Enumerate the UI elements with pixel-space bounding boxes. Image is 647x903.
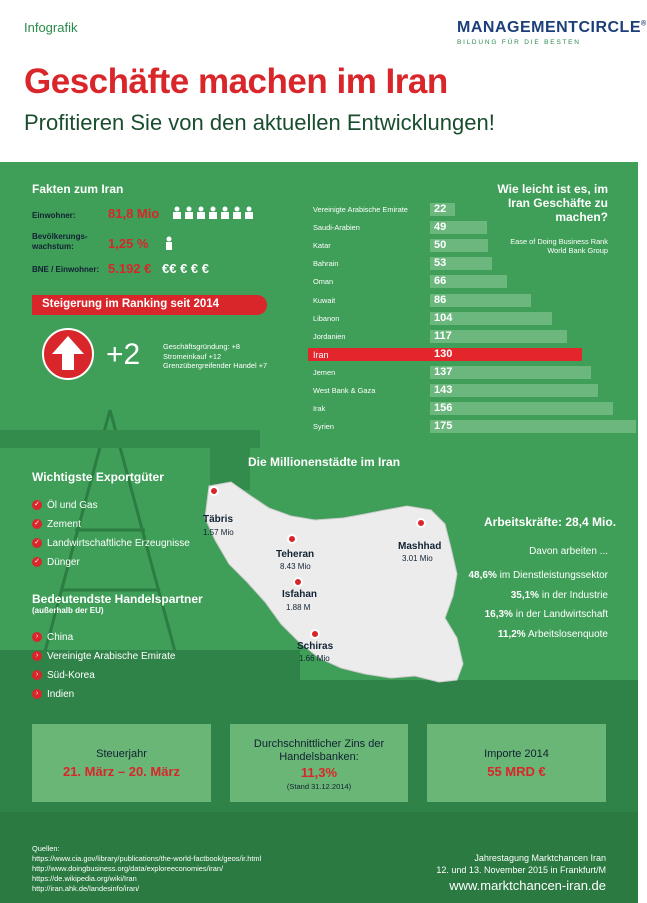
list-item: ✓ Öl und Gas bbox=[32, 496, 190, 515]
city-name: Täbris bbox=[203, 514, 234, 525]
ranking-detail: Grenzübergreifender Handel +7 bbox=[163, 361, 268, 370]
ranking-detail: Stromeinkauf +12 bbox=[163, 351, 222, 361]
source-link[interactable]: https://www.cia.gov/library/publications/the-world-factbook/geos/ir.html bbox=[32, 854, 262, 863]
ease-bar bbox=[430, 420, 636, 433]
map-heading: Die Millionenstädte im Iran bbox=[248, 455, 401, 469]
box-note: (Stand 31.12.2014) bbox=[286, 782, 352, 791]
ease-rank: 22 bbox=[434, 203, 447, 215]
ease-rank: 49 bbox=[434, 221, 447, 234]
page-subtitle: Profitieren Sie von den aktuellen Entwicklungen! bbox=[24, 110, 495, 135]
event-line2: 12. und 13. November 2015 in Frankfurt/M bbox=[436, 865, 606, 875]
ease-country: West Bank & Gaza bbox=[313, 386, 376, 395]
city-pop: 1.57 Mio bbox=[203, 528, 234, 537]
exports-heading: Wichtigste Exportgüter bbox=[32, 470, 164, 484]
ease-country: Jemen bbox=[313, 367, 336, 377]
ranking-details bbox=[163, 342, 267, 371]
facts-label-population: Einwohner: bbox=[32, 211, 76, 220]
partners-list bbox=[32, 628, 175, 704]
population-icons bbox=[172, 206, 256, 225]
ease-rank: 137 bbox=[434, 365, 453, 378]
ease-bar bbox=[430, 402, 613, 415]
city-marker bbox=[416, 518, 426, 528]
ease-bar bbox=[430, 384, 598, 397]
chevron-right-icon: › bbox=[32, 632, 42, 642]
ranking-banner bbox=[32, 295, 267, 315]
ease-country: Jordanien bbox=[313, 331, 346, 341]
city-marker bbox=[209, 486, 219, 496]
ease-country: Libanon bbox=[313, 313, 340, 323]
ease-rank: 130 bbox=[434, 347, 453, 360]
arrow-up-icon bbox=[42, 328, 94, 380]
growth-person-icon bbox=[164, 236, 174, 250]
list-item: › Süd-Korea bbox=[32, 666, 175, 685]
ease-country: Vereinigte Arabische Emirate bbox=[313, 205, 408, 214]
sources bbox=[32, 844, 261, 894]
ease-question: Wie leicht ist es, im Iran Geschäfte zu machen? bbox=[497, 182, 608, 224]
ranking-heading: Steigerung im Ranking seit 2014 bbox=[42, 298, 220, 310]
check-icon: ✓ bbox=[32, 557, 42, 567]
sources-label: Quellen: bbox=[32, 844, 60, 853]
workforce-intro: Davon arbeiten ... bbox=[529, 546, 608, 557]
box-value: 55 MRD € bbox=[487, 764, 546, 779]
ease-source: Ease of Doing Business Rank World Bank Group bbox=[510, 237, 608, 255]
ease-rank: 143 bbox=[434, 384, 453, 396]
info-box-interest bbox=[230, 724, 408, 802]
facts-value-gni: 5.192 € bbox=[108, 261, 152, 276]
facts-label-growth: Bevölkerungs- wachstum: bbox=[32, 232, 88, 251]
check-icon: ✓ bbox=[32, 519, 42, 529]
facts-label-gni: BNE / Einwohner: bbox=[32, 265, 100, 274]
workforce-heading: Arbeitskräfte: 28,4 Mio. bbox=[484, 515, 617, 529]
city-pop: 1.66 Mio bbox=[299, 654, 330, 663]
list-item: › Indien bbox=[32, 685, 175, 704]
source-link[interactable]: https://de.wikipedia.org/wiki/Iran bbox=[32, 874, 137, 883]
city-name: Mashhad bbox=[398, 541, 442, 552]
chevron-right-icon: › bbox=[32, 689, 42, 699]
ease-rank: 50 bbox=[434, 239, 447, 252]
ease-country: Syrien bbox=[313, 422, 334, 432]
tag: Infografik bbox=[24, 20, 78, 35]
workforce-list bbox=[420, 566, 608, 644]
page-title: Geschäfte machen im Iran bbox=[24, 62, 448, 101]
workforce-row: 11,2% Arbeitslosenquote bbox=[497, 628, 608, 640]
list-item: › China bbox=[32, 628, 175, 647]
list-item: ✓ Zement bbox=[32, 515, 190, 534]
ease-rank: 156 bbox=[434, 402, 453, 415]
event-url[interactable]: www.marktchancen-iran.de bbox=[449, 878, 606, 893]
city-name: Schiras bbox=[297, 641, 334, 652]
ease-country: Saudi-Arabien bbox=[313, 223, 360, 233]
workforce-row: 16,3% in der Landwirtschaft bbox=[484, 609, 608, 620]
ease-rank: 86 bbox=[434, 293, 447, 306]
box-title: Steuerjahr bbox=[96, 748, 147, 760]
city-marker bbox=[287, 534, 297, 544]
ease-country: Oman bbox=[313, 277, 334, 287]
box-value: 11,3% bbox=[300, 765, 338, 780]
ease-rank: 175 bbox=[434, 420, 453, 433]
city-name: Teheran bbox=[276, 549, 315, 560]
ease-rank: 66 bbox=[434, 275, 447, 288]
ease-rank: 104 bbox=[434, 311, 453, 324]
ease-bar bbox=[430, 366, 591, 379]
event-line1: Jahrestagung Marktchancen Iran bbox=[474, 853, 606, 863]
ease-country: Iran bbox=[313, 349, 329, 360]
city-pop: 3.01 Mio bbox=[402, 554, 433, 563]
facts-heading: Fakten zum Iran bbox=[32, 182, 124, 196]
list-item: ✓ Landwirtschaftliche Erzeugnisse bbox=[32, 534, 190, 553]
ease-rank: 53 bbox=[434, 257, 447, 270]
city-pop: 8.43 Mio bbox=[280, 562, 311, 571]
ranking-detail: Geschäftsgründung: +8 bbox=[163, 342, 241, 351]
exports-list bbox=[32, 496, 190, 572]
ease-rank: 117 bbox=[434, 329, 452, 342]
check-icon: ✓ bbox=[32, 538, 42, 548]
box-title: Durchschnittlicher Zins der Handelsbanken: bbox=[253, 738, 385, 763]
source-link[interactable]: http://iran.ahk.de/landesinfo/iran/ bbox=[32, 884, 140, 893]
ease-country: Katar bbox=[313, 241, 331, 251]
brand-logo: MANAGEMENTCIRCLE® bbox=[457, 19, 647, 36]
info-box-imports bbox=[427, 724, 606, 802]
ease-country: Bahrain bbox=[313, 259, 339, 269]
box-value: 21. März – 20. März bbox=[62, 764, 181, 779]
header bbox=[0, 0, 647, 162]
brand-bold: CIRCLE bbox=[578, 19, 641, 36]
list-item: › Vereinigte Arabische Emirate bbox=[32, 647, 175, 666]
box-title: Importe 2014 bbox=[484, 748, 549, 760]
brand-main: MANAGEMENT bbox=[457, 19, 579, 36]
ranking-delta: +2 bbox=[106, 338, 141, 371]
check-icon: ✓ bbox=[32, 500, 42, 510]
city-pop: 1.88 M bbox=[286, 603, 311, 612]
brand-sub: B I L D U N G F Ü R D I E B E S T E N bbox=[457, 39, 579, 46]
workforce-row: 35,1% in der Industrie bbox=[510, 589, 608, 601]
city-marker bbox=[293, 577, 303, 587]
facts-value-population: 81,8 Mio bbox=[108, 206, 160, 221]
footer bbox=[0, 812, 638, 903]
city-name: Isfahan bbox=[282, 589, 318, 600]
info-box-tax-year bbox=[32, 724, 211, 802]
partners-heading: Bedeutendste Handelspartner bbox=[32, 592, 203, 606]
facts-value-growth: 1,25 % bbox=[108, 236, 149, 251]
chevron-right-icon: › bbox=[32, 651, 42, 661]
ease-country: Irak bbox=[313, 404, 326, 414]
workforce-row: 48,6% im Dienstleistungssektor bbox=[468, 570, 608, 581]
city-marker bbox=[310, 629, 320, 639]
ease-country: Kuwait bbox=[313, 295, 336, 305]
list-item: ✓ Dünger bbox=[32, 553, 190, 572]
source-link[interactable]: http://www.doingbusiness.org/data/exploreeconomies/iran/ bbox=[32, 864, 224, 873]
event-info bbox=[380, 852, 606, 876]
euro-icons: €€ € € € bbox=[162, 261, 209, 276]
chevron-right-icon: › bbox=[32, 670, 42, 680]
partners-subheading: (außerhalb der EU) bbox=[32, 606, 104, 615]
